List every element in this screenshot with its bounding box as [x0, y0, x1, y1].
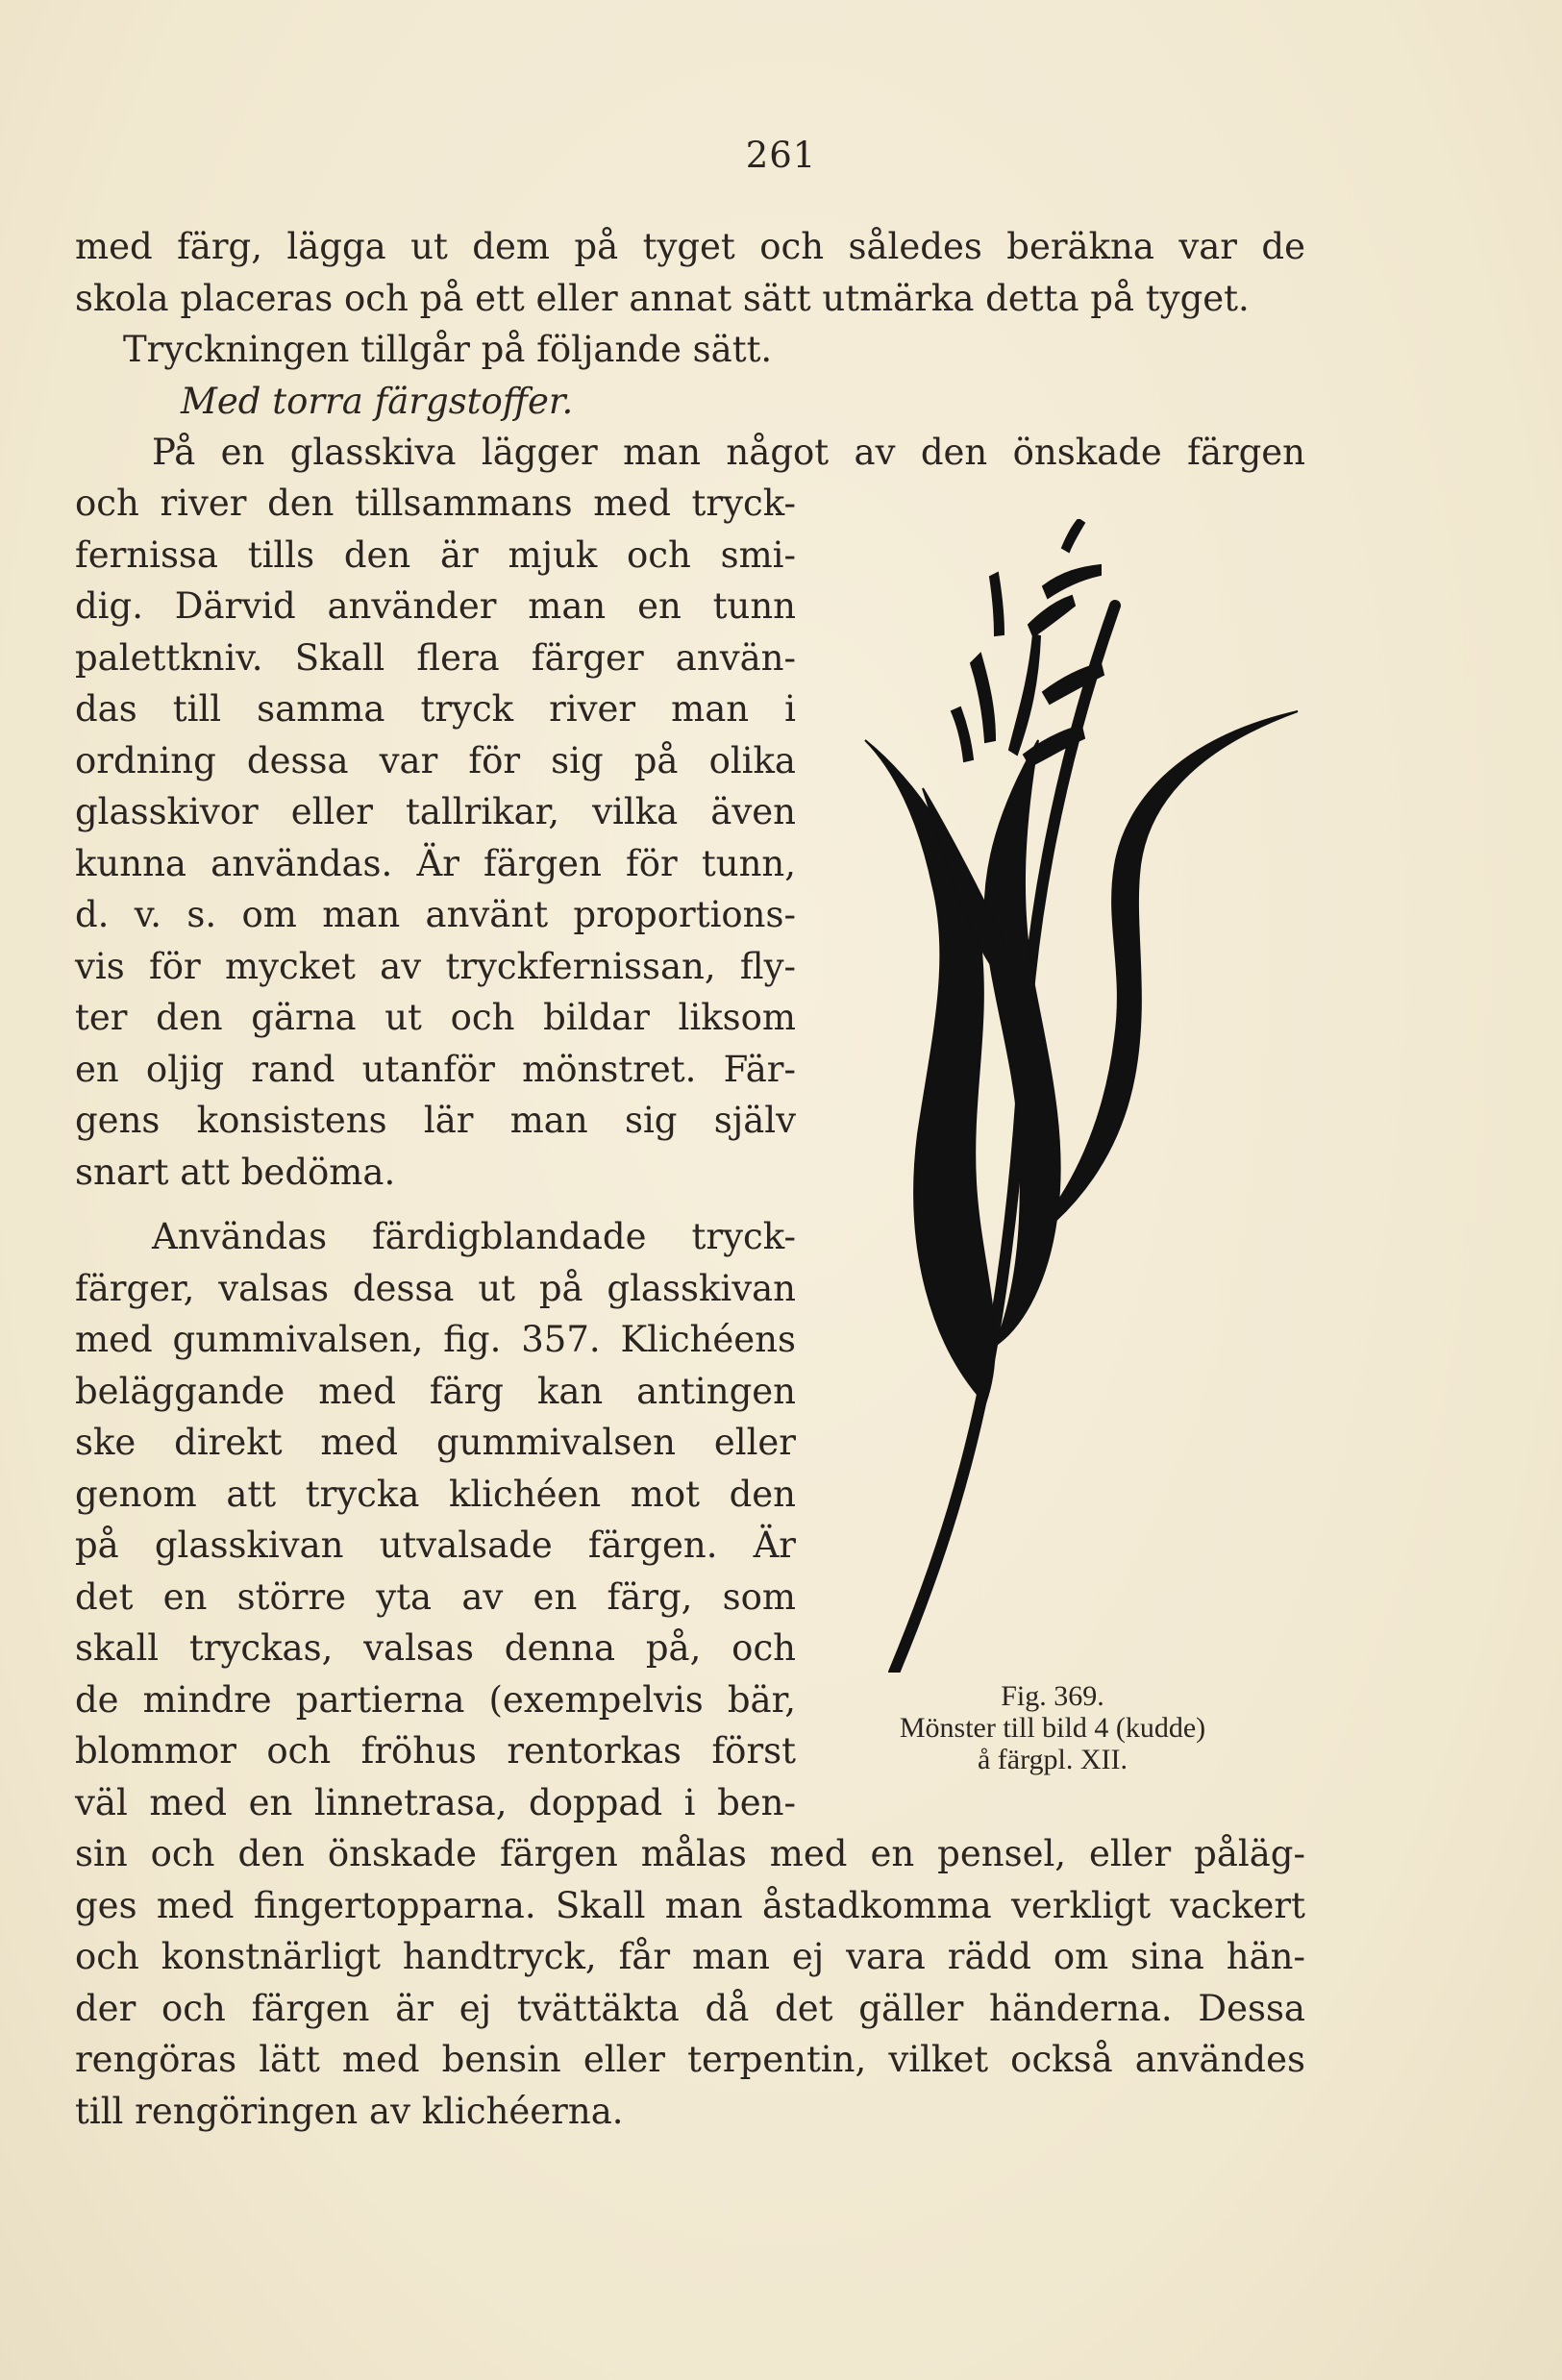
- text-line: det en större yta av en färg, som: [75, 1575, 796, 1618]
- section-heading: Med torra färgstoffer.: [181, 380, 574, 422]
- text-line: och river den tillsammans med tryck-: [75, 483, 796, 524]
- paragraph-continuation: [75, 1828, 1305, 2137]
- text-line: der och färgen är ej tvättäkta då det gäller händerna. Dessa: [75, 1987, 1305, 2029]
- text-line: med gummivalsen, fig. 357. Klichéens: [75, 1319, 796, 1360]
- text-line: väl med en linnetrasa, doppad i ben-: [75, 1781, 796, 1823]
- text-line: rengöras lätt med bensin eller terpentin, vilket också användes: [75, 2039, 1305, 2080]
- paragraph-dry-dyes: [75, 478, 796, 1198]
- text-line: palettkniv. Skall flera färger använ-: [75, 636, 796, 679]
- figure-caption-line: å färgpl. XII.: [977, 1744, 1128, 1775]
- text-line: skall tryckas, valsas denna på, och: [75, 1627, 796, 1669]
- text-line: sin och den önskade färgen målas med en pensel, eller påläg-: [75, 1833, 1305, 1874]
- text-line: snart att bedöma.: [75, 1151, 396, 1193]
- text-line: och konstnärligt handtryck, får man ej vara rädd om sina hän-: [75, 1936, 1305, 1977]
- text-line: blommor och fröhus rentorkas först: [75, 1730, 796, 1772]
- figure-label: Fig. 369.: [1001, 1680, 1104, 1712]
- text-line: genom att trycka klichéen mot den: [75, 1473, 796, 1515]
- text-line: färger, valsas dessa ut på glasskivan: [75, 1267, 796, 1309]
- text-line: das till samma tryck river man i: [75, 688, 796, 730]
- text-line: med färg, lägga ut dem på tyget och således beräkna var de: [75, 226, 1305, 267]
- grass-stalk-icon: [827, 519, 1326, 1673]
- text-line: Tryckningen tillgår på följande sätt.: [123, 329, 773, 370]
- page-number: 261: [745, 135, 817, 176]
- text-line: gens konsistens lär man sig själv: [75, 1100, 796, 1141]
- text-line: d. v. s. om man använt proportions-: [75, 894, 796, 935]
- text-line: ske direkt med gummivalsen eller: [75, 1422, 796, 1463]
- text-line: på glasskivan utvalsade färgen. Är: [75, 1525, 796, 1566]
- text-line: glasskivor eller tallrikar, vilka även: [75, 791, 796, 832]
- figure-caption-line: Mönster till bild 4 (kudde): [899, 1712, 1206, 1744]
- text-line: till rengöringen av klichéerna.: [75, 2090, 624, 2132]
- text-line: Användas färdigblandade tryck-: [152, 1216, 796, 1257]
- text-line: de mindre partierna (exempelvis bär,: [75, 1678, 796, 1721]
- text-line: fernissa tills den är mjuk och smi-: [75, 533, 796, 576]
- text-line: ter den gärna ut och bildar liksom: [75, 997, 796, 1038]
- text-line: dig. Därvid använder man en tunn: [75, 585, 796, 627]
- text-line: vis för mycket av tryckfernissan, fly-: [75, 945, 796, 987]
- text-line: beläggande med färg kan antingen: [75, 1370, 796, 1412]
- text-line: På en glasskiva lägger man något av den önskade färgen: [152, 432, 1305, 473]
- text-line: ges med fingertopparna. Skall man åstadkomma verkligt vackert: [75, 1884, 1305, 1926]
- paragraph-ready-mixed: [75, 1211, 796, 1828]
- text-line: ordning dessa var för sig på olika: [75, 739, 796, 781]
- intro-paragraph: [75, 221, 1305, 479]
- text-line: en oljig rand utanför mönstret. Fär-: [75, 1048, 796, 1090]
- figure-caption: [812, 1680, 1293, 1775]
- text-line: kunna användas. Är färgen för tunn,: [75, 842, 796, 884]
- text-line: skola placeras och på ett eller annat sätt utmärka detta på tyget.: [75, 277, 1250, 319]
